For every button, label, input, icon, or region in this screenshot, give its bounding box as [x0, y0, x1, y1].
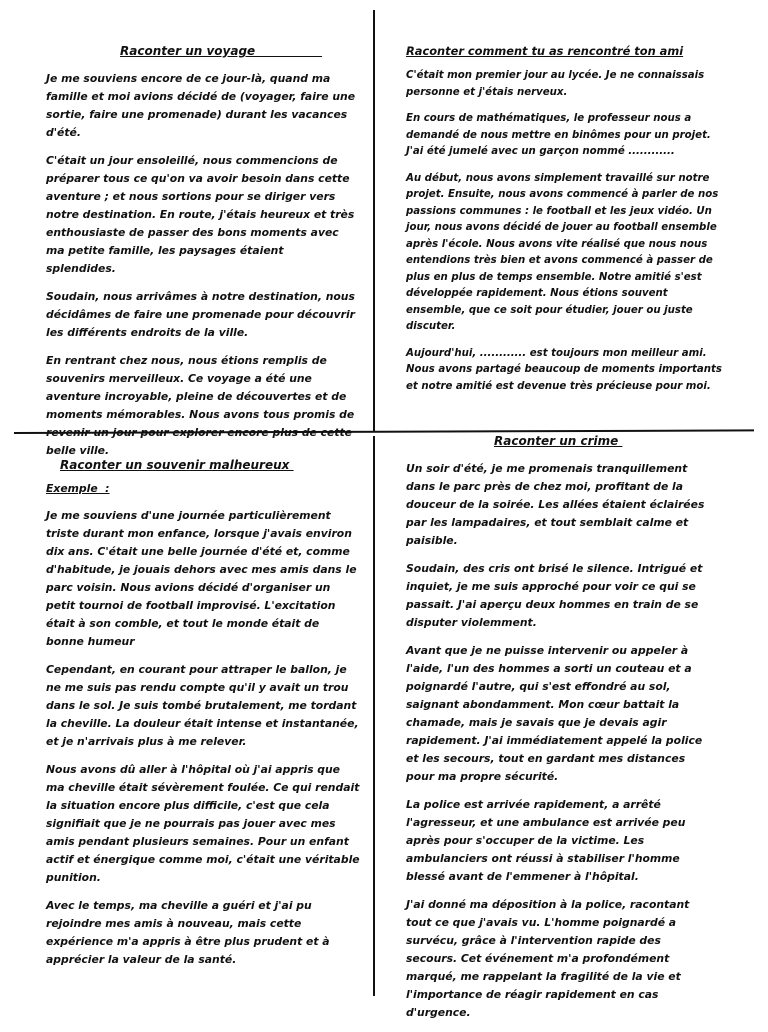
paragraph: Soudain, des cris ont brisé le silence. Intrigué et inquiet, je me suis approché pour voir ce qui se passait. J'ai aperçu deux hommes en train de se disputer violemment. — [406, 562, 703, 629]
paragraph: La police est arrivée rapidement, a arrêté l'agresseur, et une ambulance est arrivée peu après pour s'occuper de la victime. Les ambulanciers ont réussi à stabiliser l'homme blessé avant de l'emmener à l'hôpital. — [406, 798, 686, 883]
section-crime — [406, 434, 714, 1032]
section-title: Raconter comment tu as rencontré ton ami — [406, 44, 684, 58]
paragraph: C'était un jour ensoleillé, nous commencions de préparer tous ce qu'on va avoir besoin dans cette aventure ; et nous sortions pour se diriger vers notre destination. En route, j'étais heureux et très enthousiaste de passer des bons moments avec ma petite famille, les paysages étaient splendides. — [46, 154, 355, 275]
paragraph: C'était mon premier jour au lycée. Je ne connaissais personne et j'étais nerveux. — [406, 70, 705, 98]
paragraph: Soudain, nous arrivâmes à notre destination, nous décidâmes de faire une promenade pour découvrir les différents endroits de la ville. — [46, 290, 355, 339]
section-title: Raconter un voyage — [120, 44, 323, 58]
paragraph: Avant que je ne puisse intervenir ou appeler à l'aide, l'un des hommes a sorti un couteau et a poignardé l'autre, qui s'est effondré au sol, saignant abondamment. Mon cœur battait la chamade, mais je savais que je devais agir rapidement. J'ai immédiatement appelé la police et les secours, tout en gardant mes distances pour ma propre sécurité. — [406, 644, 703, 783]
paragraph: J'ai donné ma déposition à la police, racontant tout ce que j'avais vu. L'homme poignardé a survécu, grâce à l'intervention rapide des secours. Cet événement m'a profondément marqué, me rappelant la fragilité de la vie et l'importance de réagir rapidement en cas d'urgence. — [406, 898, 690, 1019]
paragraph: Je me souviens encore de ce jour-là, quand ma famille et moi avions décidé de (voyager, faire une sortie, faire une promenade) durant les vacances d'été. — [46, 72, 356, 139]
paragraph: Un soir d'été, je me promenais tranquillement dans le parc près de chez moi, profitant de la douceur de la soirée. Les allées étaient éclairées par les lampadaires, et tout semblait calme et paisible. — [406, 462, 705, 547]
section-souvenir — [46, 458, 360, 979]
section-ami — [406, 44, 722, 405]
section-voyage — [46, 44, 356, 470]
paragraph: Au début, nous avons simplement travaillé sur notre projet. Ensuite, nous avons commencé à parler de nos passions communes : le football et les jeux vidéo. Un jour, nous avons décidé de jouer au football ensemble après l'école. Nous avons vite réalisé que nous nous entendions très bien et avons commencé à passer de plus en plus de temps ensemble. Notre amitié s'est développée rapidement. Nous étions souvent ensemble, que ce soit pour étudier, jouer ou juste discuter. — [406, 172, 719, 332]
paragraph: Nous avons dû aller à l'hôpital où j'ai appris que ma cheville était sévèrement foulée. Ce qui rendait la situation encore plus difficile, c'est que cela signifiait que je ne pourrais pas jouer avec mes amis pendant plusieurs semaines. Pour un enfant actif et énergique comme moi, c'était une véritable punition. — [46, 763, 360, 884]
vertical-divider-bottom — [373, 436, 375, 996]
example-label: Exemple : — [46, 482, 110, 495]
paragraph: Avec le temps, ma cheville a guéri et j'ai pu rejoindre mes amis à nouveau, mais cette expérience m'a appris à être plus prudent et à apprécier la valeur de la santé. — [46, 899, 330, 966]
paragraph: Cependant, en courant pour attraper le ballon, je ne me suis pas rendu compte qu'il y avait un trou dans le sol. Je suis tombé brutalement, me tordant la cheville. La douleur était intense et instantanée, et je n'arrivais plus à me relever. — [46, 663, 359, 748]
section-title: Raconter un souvenir malheureux — [60, 458, 294, 472]
paragraph: Je me souviens d'une journée particulièrement triste durant mon enfance, lorsque j'avais environ dix ans. C'était une belle journée d'été et, comme d'habitude, je jouais dehors avec mes amis dans le parc voisin. Nous avions décidé d'organiser un petit tournoi de football improvisé. L'excitation était à son comble, et tout le monde était de bonne humeur — [46, 509, 357, 648]
paragraph: Aujourd'hui, ............ est toujours mon meilleur ami. Nous avons partagé beaucoup de moments importants et notre amitié est devenue très précieuse pour moi. — [406, 347, 722, 392]
paragraph: En cours de mathématiques, le professeur nous a demandé de nous mettre en binômes pour un projet. J'ai été jumelé avec un garçon nommé ............ — [406, 113, 711, 157]
vertical-divider-top — [373, 10, 375, 432]
section-title: Raconter un crime — [494, 434, 623, 448]
paragraph: En rentrant chez nous, nous étions remplis de souvenirs merveilleux. Ce voyage a été une aventure incroyable, pleine de découvertes et de moments mémorables. Nous avons tous promis de revenir un jour pour explorer encore plus de cette belle ville. — [46, 354, 355, 457]
